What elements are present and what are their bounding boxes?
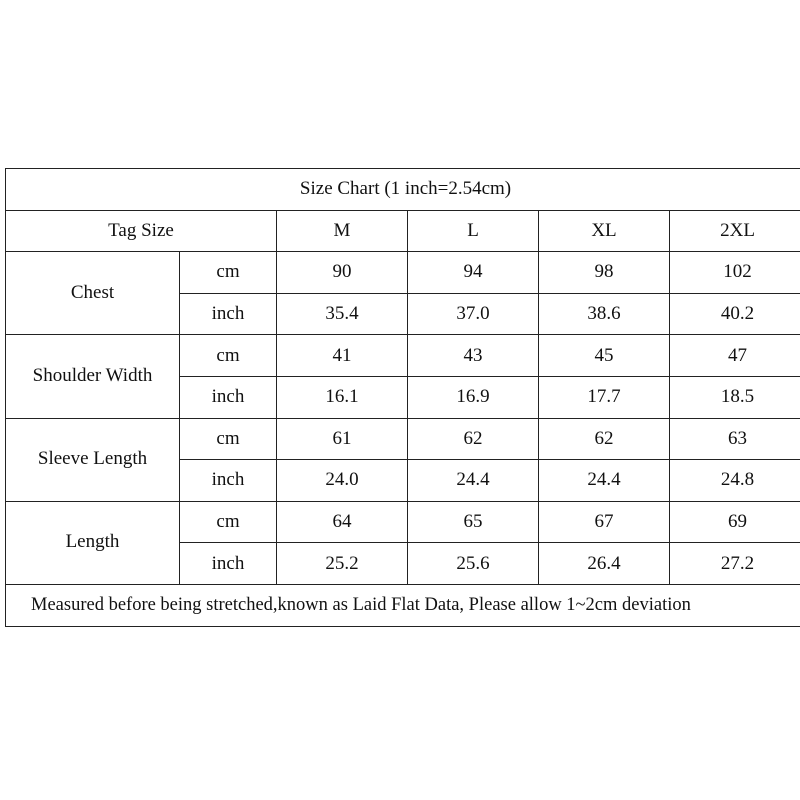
measure-label-length: Length bbox=[6, 501, 180, 584]
unit-label: inch bbox=[180, 293, 277, 335]
unit-label: cm bbox=[180, 501, 277, 543]
title-row bbox=[6, 169, 800, 211]
table-cell: 24.4 bbox=[408, 460, 539, 502]
table-cell: 24.8 bbox=[670, 460, 800, 502]
size-header-xl: XL bbox=[539, 210, 670, 252]
unit-label: cm bbox=[180, 335, 277, 377]
table-row-sleeve-cm bbox=[6, 418, 800, 460]
size-header-2xl: 2XL bbox=[670, 210, 800, 252]
measure-label-chest: Chest bbox=[6, 252, 180, 335]
table-cell: 16.9 bbox=[408, 376, 539, 418]
table-cell: 41 bbox=[277, 335, 408, 377]
table-cell: 90 bbox=[277, 252, 408, 294]
unit-label: inch bbox=[180, 543, 277, 585]
table-cell: 35.4 bbox=[277, 293, 408, 335]
table-cell: 64 bbox=[277, 501, 408, 543]
table-cell: 40.2 bbox=[670, 293, 800, 335]
size-header-l: L bbox=[408, 210, 539, 252]
table-cell: 98 bbox=[539, 252, 670, 294]
size-header-m: M bbox=[277, 210, 408, 252]
table-cell: 37.0 bbox=[408, 293, 539, 335]
measure-label-shoulder-width: Shoulder Width bbox=[6, 335, 180, 418]
table-cell: 25.2 bbox=[277, 543, 408, 585]
table-cell: 61 bbox=[277, 418, 408, 460]
header-row bbox=[6, 210, 800, 252]
table-cell: 27.2 bbox=[670, 543, 800, 585]
table-cell: 67 bbox=[539, 501, 670, 543]
note-row bbox=[6, 584, 800, 626]
table-cell: 62 bbox=[539, 418, 670, 460]
table-cell: 63 bbox=[670, 418, 800, 460]
unit-label: inch bbox=[180, 460, 277, 502]
table-cell: 94 bbox=[408, 252, 539, 294]
table-cell: 69 bbox=[670, 501, 800, 543]
table-cell: 38.6 bbox=[539, 293, 670, 335]
measurement-note: Measured before being stretched,known as Laid Flat Data, Please allow 1~2cm deviation bbox=[6, 584, 800, 626]
table-title: Size Chart (1 inch=2.54cm) bbox=[6, 169, 800, 211]
table-cell: 24.4 bbox=[539, 460, 670, 502]
table-row-chest-cm bbox=[6, 252, 800, 294]
table-cell: 43 bbox=[408, 335, 539, 377]
unit-label: cm bbox=[180, 418, 277, 460]
table-cell: 45 bbox=[539, 335, 670, 377]
table-cell: 18.5 bbox=[670, 376, 800, 418]
table-row-shoulder-cm bbox=[6, 335, 800, 377]
table-cell: 47 bbox=[670, 335, 800, 377]
table-cell: 25.6 bbox=[408, 543, 539, 585]
size-chart-table bbox=[5, 168, 800, 627]
table-cell: 65 bbox=[408, 501, 539, 543]
table-cell: 26.4 bbox=[539, 543, 670, 585]
table-cell: 17.7 bbox=[539, 376, 670, 418]
unit-label: cm bbox=[180, 252, 277, 294]
table-row-length-cm bbox=[6, 501, 800, 543]
table-cell: 24.0 bbox=[277, 460, 408, 502]
table-cell: 62 bbox=[408, 418, 539, 460]
table-cell: 102 bbox=[670, 252, 800, 294]
unit-label: inch bbox=[180, 376, 277, 418]
measure-label-sleeve-length: Sleeve Length bbox=[6, 418, 180, 501]
table-cell: 16.1 bbox=[277, 376, 408, 418]
tag-size-label: Tag Size bbox=[6, 210, 277, 252]
